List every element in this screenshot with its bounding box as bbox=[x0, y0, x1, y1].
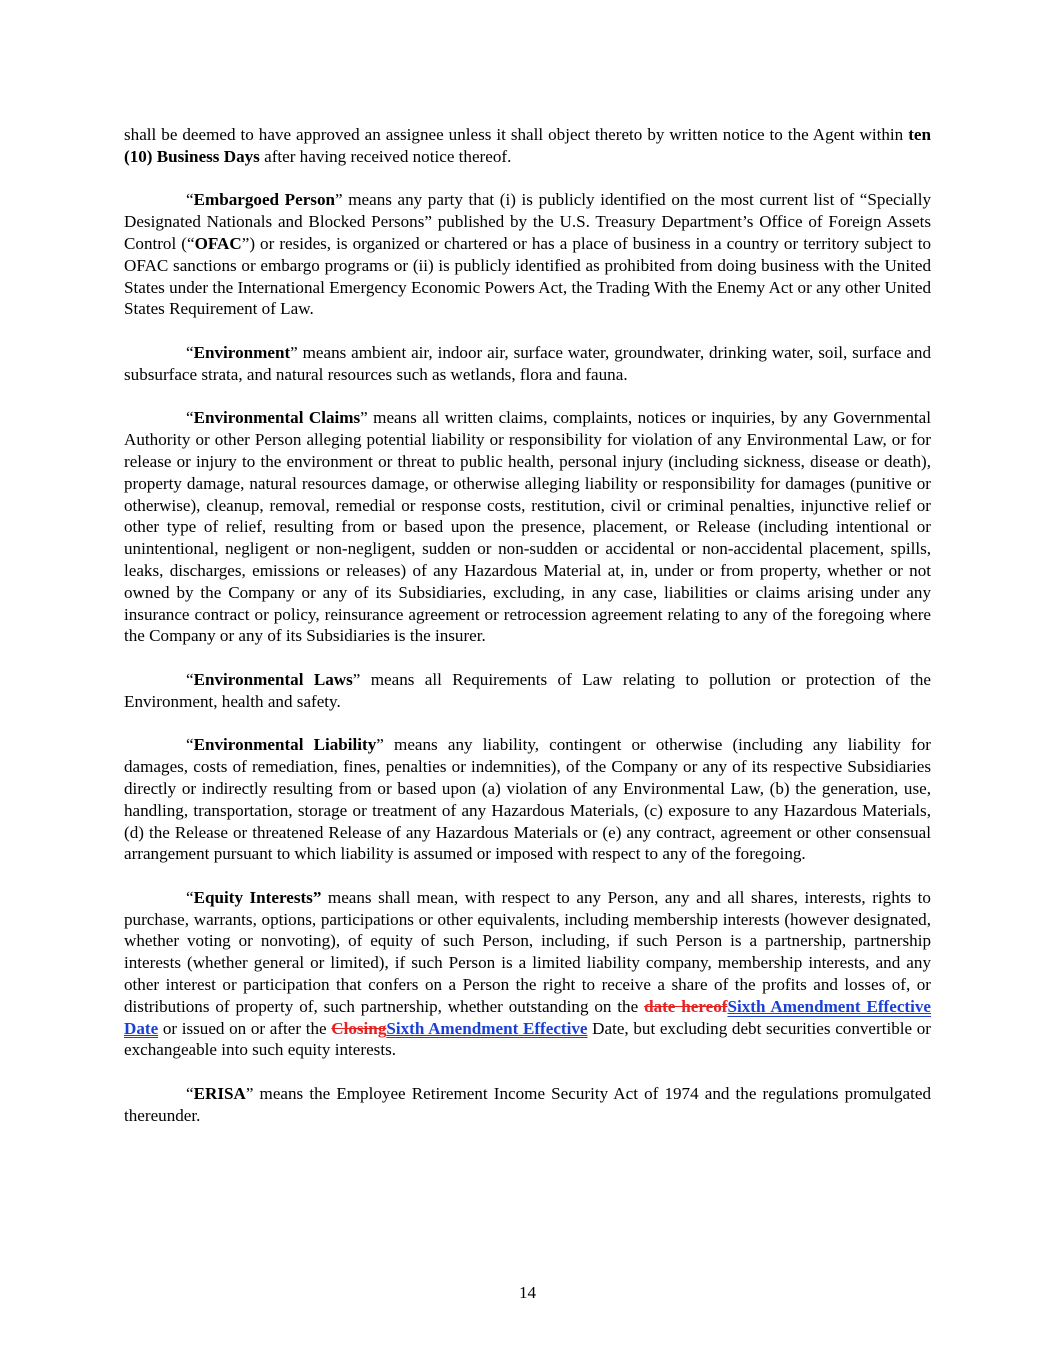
defined-term: ERISA bbox=[193, 1084, 246, 1104]
definition-environmental-laws: “Environmental Laws” means all Requirements of Law relating to pollution or protection of the Environment, health and safety. bbox=[124, 669, 932, 711]
definition-equity-interests: “Equity Interests” means shall mean, with respect to any Person, any and all shares, interests, rights to purchase, warrants, options, participations or other equivalents, including membership interests (however designated, whether voting or nonvoting), of equity of such Person, including, if such Person is a partnership, partnership interests (whether general or limited), if such Person is a limited liability company, membership interests, and any other interest or participation that confers on a Person the right to receive a share of the profits and losses of, or distributions of property of, such partnership, whether outstanding on the date hereofSixth Amendment Effective Date or issued on or after the ClosingSixth Amendment Effective Date, but excluding debt securities convertible or exchangeable into such equity interests. bbox=[124, 887, 931, 1060]
defined-term: Environmental Liability bbox=[193, 735, 377, 755]
definition-erisa: “ERISA” means the Employee Retirement Income Security Act of 1974 and the regulations promulgated thereunder. bbox=[124, 1084, 931, 1125]
paragraph-assignee-continuation: shall be deemed to have approved an assignee unless it shall object thereto by written notice to the Agent within ten (10) Business Days after having received notice thereof. bbox=[124, 125, 931, 166]
definition-environment: “Environment” means ambient air, indoor air, surface water, groundwater, drinking water, soil, surface and subsurface strata, and natural resources such as wetlands, flora and fauna. bbox=[124, 342, 931, 384]
page-number: 14 bbox=[518, 1283, 537, 1302]
definition-environmental-claims: “Environmental Claims” means all written claims, complaints, notices or inquiries, by any Governmental Authority or other Person alleging potential liability or responsibility for violation of any Environmental Law, or for release or injury to the environment or threat to public health, personal injury (including sickness, disease or death), property damage, natural resources damage, or otherwise alleging liability or responsibility for damages (punitive or otherwise), cleanup, removal, remedial or response costs, restitution, civil or criminal penalties, injunctive relief or other type of relief, resulting from or based upon the presence, placement, or Release (including intentional or unintentional, negligent or non-negligent, sudden or non-sudden or accidental or non-accidental placement, spills, leaks, discharges, emissions or releases) of any Hazardous Material at, in, under or from property, whether or not owned by the Company or any of its Subsidiaries, excluding, in any case, liabilities or claims arising under any insurance contract or policy, reinsurance agreement or retrocession agreement relating to any of the foregoing where the Company or any of its Subsidiaries is the insurer. bbox=[124, 408, 931, 646]
inserted-text: Sixth Amendment Effective bbox=[386, 1018, 588, 1038]
defined-term: Equity Interests” bbox=[193, 887, 322, 907]
deleted-text: Closing bbox=[331, 1018, 387, 1038]
defined-term: Environment bbox=[193, 342, 291, 362]
document-page bbox=[124, 124, 931, 1148]
deleted-text: date hereof bbox=[644, 996, 728, 1016]
definition-embargoed-person: “Embargoed Person” means any party that (i) is publicly identified on the most current list of “Specially Designated Nationals and Blocked Persons” published by the U.S. Treasury Department’s Office of Foreign Assets Control (“OFAC”) or resides, is organized or chartered or has a place of business in a country or territory subject to OFAC sanctions or embargo programs or (ii) is publicly identified as prohibited from doing business with the United States under the International Emergency Economic Powers Act, the Trading With the Enemy Act or any other United States Requirement of Law. bbox=[124, 190, 931, 319]
definition-environmental-liability: “Environmental Liability” means any liability, contingent or otherwise (including any liability for damages, costs of remediation, fines, penalties or indemnities), of the Company or any of its respective Subsidiaries directly or indirectly resulting from or based upon (a) violation of any Environmental Law, (b) the generation, use, handling, transportation, storage or treatment of any Hazardous Materials, (c) exposure to any Hazardous Materials, (d) the Release or threatened Release of any Hazardous Materials or (e) any contract, agreement or other consensual arrangement pursuant to which liability is assumed or imposed with respect to any of the foregoing. bbox=[124, 735, 931, 864]
defined-term: Embargoed Person bbox=[193, 190, 336, 210]
inserted-text: Sixth Amendment Effective Date bbox=[124, 996, 931, 1038]
defined-term: Environmental Claims bbox=[193, 408, 361, 428]
defined-term: Environmental Laws bbox=[193, 669, 353, 689]
